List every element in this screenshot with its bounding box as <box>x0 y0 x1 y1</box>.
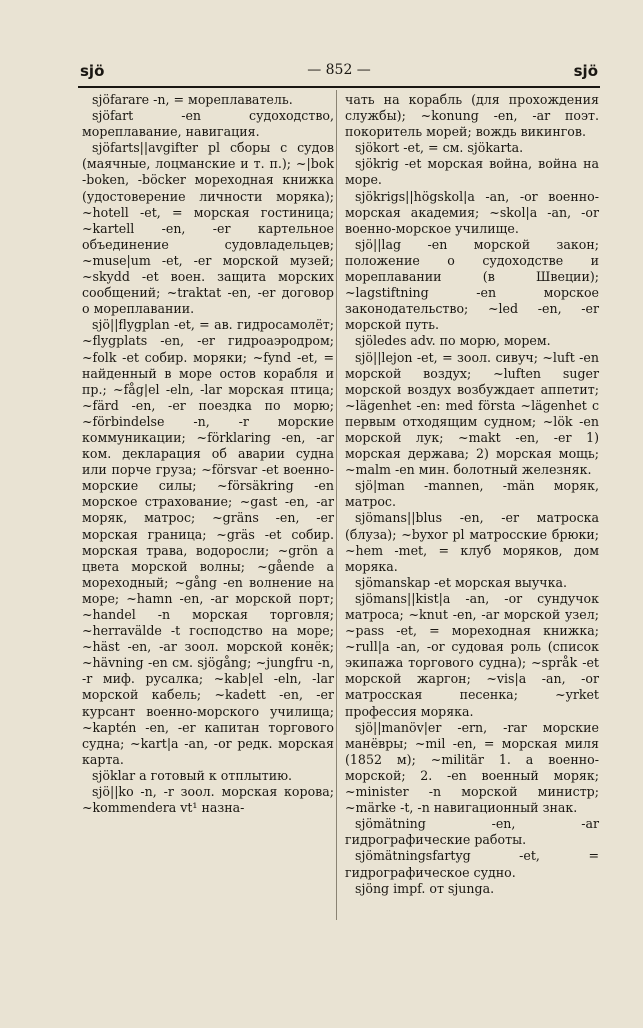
dictionary-entry: sjömätning -en, -ar гидрографические работы. <box>345 816 599 848</box>
dictionary-entry: sjö||lag -en морской закон; положение о судоходстве и мореплавании (в Швеции); ~lagstiftning -en морское законодательство; ~led -en, -er морской путь. <box>345 236 599 333</box>
dictionary-entry-continuation: чать на корабль (для прохождения службы); ~konung -en, -ar поэт. покоритель морей; вождь викингов. <box>345 92 599 140</box>
dictionary-entry: sjö||flygplan -et, = ав. гидросамолёт; ~flygplats -en, -er гидроаэродром; ~folk -et собир. моряки; ~fynd -et, = найденный в море остов корабля и пр.; ~fåg|el -eln, -lar морская птица; ~färd -en, -er поездка по морю; ~förbindelse -n, -r морские коммуникации; ~förklaring -en, -ar ком. декларация об аварии судна или порче груза; ~försvar -et военно-морские силы; ~försäkring -en морское страхование; ~gast -en, -ar моряк, матрос; ~gräns -en, -er морская граница; ~gräs -et собир. морская трава, водоросли; ~grön а цвета морской волны; ~gående а мореходный; ~gång -en волнение на море; ~hamn -en, -ar морской порт; ~handel -n морская торговля; ~herravälde -t господство на море; ~häst -en, -ar зоол. морской конёк; ~hävning -en см. sjögång; ~jungfru -n, -r миф. русалка; ~kab|el -eln, -lar морской кабель; ~kadett -en, -er курсант военно-морского училища; ~kaptén -en, -er капитан торгового судна; ~kart|a -an, -or редк. морская карта. <box>82 317 334 767</box>
dictionary-entry: sjömanskap -et морская выучка. <box>355 574 568 590</box>
page-header <box>78 60 600 86</box>
column-divider <box>336 90 337 920</box>
dictionary-entry: sjöledes adv. по морю, морем. <box>355 333 551 349</box>
dictionary-entry: sjökrig -et морская война, война на море. <box>345 156 599 188</box>
dictionary-entry: sjömätningsfartyg -et, = гидрографическое судно. <box>345 848 599 880</box>
dictionary-entry: sjökrigs||högskol|a -an, -or военно-морская академия; ~skol|a -an, -or военно-морское училище. <box>345 188 599 236</box>
dictionary-entry: sjöng impf. от sjunga. <box>355 880 495 896</box>
page-number: — 852 — <box>307 62 371 78</box>
dictionary-entry: sjöfart -en судоходство, мореплавание, навигация. <box>82 108 334 140</box>
dictionary-entry: sjömans||blus -en, -er матроска (блуза); ~byxor pl матросские брюки; ~hem -met, = клуб моряков, дом моряка. <box>345 510 599 574</box>
dictionary-entry: sjö||ko -n, -r зоол. морская корова; ~kommendera vt¹ назна- <box>82 784 334 816</box>
running-head-right: sjö <box>573 62 598 80</box>
dictionary-entry: sjömans||kist|a -an, -or сундучок матроса; ~knut -en, -ar морской узел; ~pass -et, = мореходная книжка; ~rull|a -an, -or судовая роль (список экипажа торгового судна); ~språk -et морской жаргон; ~vis|a -an, -or матросская песенка; ~yrket профессия моряка. <box>345 590 599 719</box>
right-column <box>345 92 599 897</box>
running-head-left: sjö <box>80 62 105 80</box>
left-column <box>82 92 334 816</box>
dictionary-entry: sjöfarts||avgifter pl сборы с судов (маячные, лоцманские и т. п.); ~|bok -boken, -böcker мореходная книжка (удостоверение личности моряка); ~hotell -et, = морская гостиница; ~kartell -en, -er картельное объединение судовладельцев; ~muse|um -et, -er морской музей; ~skydd -et воен. защита морских сообщений; ~traktat -en, -er договор о мореплавании. <box>82 140 334 317</box>
dictionary-entry: sjöfarare -n, = мореплаватель. <box>92 92 293 107</box>
dictionary-entry: sjöklar а готовый к отплытию. <box>92 767 293 783</box>
header-rule <box>78 86 600 88</box>
dictionary-entry: sjö||lejon -et, = зоол. сивуч; ~luft -en морской воздух; ~luften suger морской воздух возбуждает аппетит; ~lägenhet -en: med första ~lägenhet с первым отходящим судном; ~lök -en морской лук; ~makt -en, -er 1) морская держава; 2) морская мощь; ~malm -en мин. болотный железняк. <box>345 349 599 478</box>
dictionary-entry: sjökort -et, = см. sjökarta. <box>355 140 524 156</box>
dictionary-entry: sjö||manöv|er -ern, -rar морские манёвры; ~mil -en, = морская миля (1852 м); ~militär 1. а военно-морской; 2. -en военный моряк; ~minister -n морской министр; ~märke -t, -n навигационный знак. <box>345 719 599 816</box>
dictionary-entry: sjö|man -mannen, -män моряк, матрос. <box>345 478 599 510</box>
